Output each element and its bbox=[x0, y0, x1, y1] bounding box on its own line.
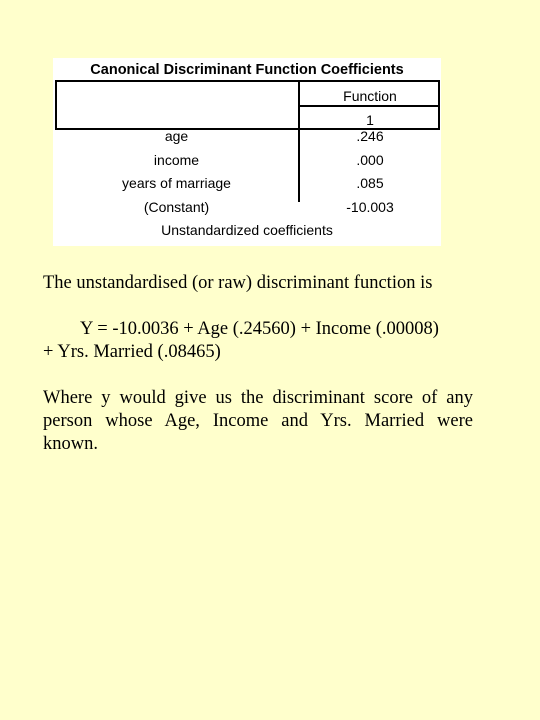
coefficients-table bbox=[53, 58, 441, 246]
equation bbox=[43, 318, 473, 364]
row-label-constant: (Constant) bbox=[143, 199, 210, 215]
table-footnote: Unstandardized coefficients bbox=[161, 222, 333, 238]
function-underline bbox=[298, 105, 440, 107]
intro-text: The unstandardised (or raw) discriminant function is bbox=[43, 273, 433, 293]
explanation-text: Where y would give us the discriminant score of any person whose Age, Income and Yrs. Married were known. bbox=[43, 388, 473, 454]
equation-line-1: Y = -10.0036 + Age (.24560) + Income (.00008) bbox=[80, 319, 439, 339]
left-border bbox=[55, 80, 57, 128]
row-value-income: .000 bbox=[356, 152, 384, 168]
header-top-border bbox=[55, 80, 439, 82]
row-value-years-of-marriage: .085 bbox=[356, 175, 384, 191]
row-value-age: .246 bbox=[356, 128, 384, 144]
equation-line-2: + Yrs. Married (.08465) bbox=[43, 342, 221, 362]
header-function: Function bbox=[343, 88, 397, 104]
row-label-income: income bbox=[153, 152, 200, 168]
header-function-number: 1 bbox=[366, 112, 374, 128]
table-grid bbox=[55, 80, 439, 280]
table-title: Canonical Discriminant Function Coefficients bbox=[90, 62, 404, 78]
row-label-age: age bbox=[164, 128, 189, 144]
row-value-constant: -10.003 bbox=[346, 199, 394, 215]
row-label-years-of-marriage: years of marriage bbox=[122, 175, 231, 191]
